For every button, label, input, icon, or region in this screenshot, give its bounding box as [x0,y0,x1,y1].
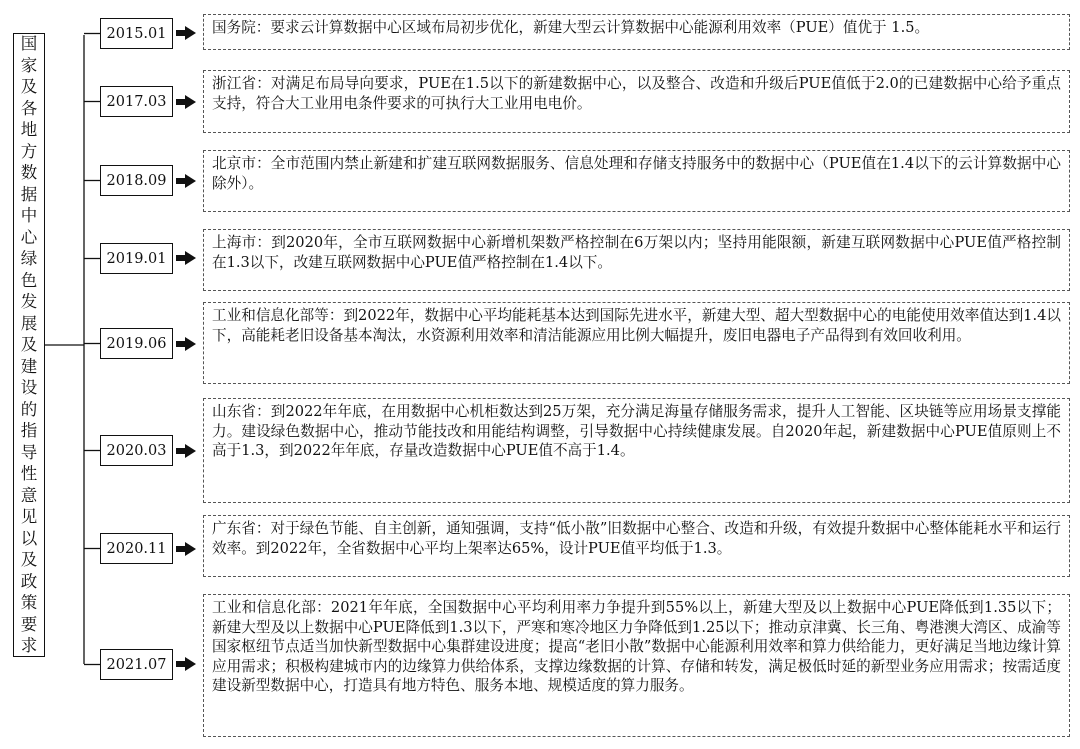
date-box-2019-01: 2019.01 [100,243,173,274]
policy-text-box: 广东省：对于绿色节能、自主创新，通知强调，支持“低小散”旧数据中心整合、改造和升级，有效提升数据中心整体能耗水平和运行效率。到2022年，全省数据中心平均上架率达65%，设计PUE值平均低于1.3。 [203,515,1070,577]
policy-text-box: 国务院：要求云计算数据中心区域布局初步优化，新建大型云计算数据中心能源利用效率（PUE）值优于 1.5。 [203,14,1070,50]
policy-text-box: 工业和信息化部等：到2022年，数据中心平均能耗基本达到国际先进水平，新建大型、超大型数据中心的电能使用效率值达到1.4以下，高能耗老旧设备基本淘汰，水资源利用效率和清洁能源应用比例大幅提升，废旧电器电子产品得到有效回收利用。 [203,302,1070,384]
right-arrow-icon [176,26,198,40]
policy-text-box: 北京市：全市范围内禁止新建和扩建互联网数据服务、信息处理和存储支持服务中的数据中心（PUE值在1.4以下的云计算数据中心除外）。 [203,150,1070,212]
date-box-2020-11: 2020.11 [100,533,173,564]
right-arrow-icon [176,251,198,265]
date-box-2018-09: 2018.09 [100,165,173,196]
date-box-2015-01: 2015.01 [100,18,173,49]
right-arrow-icon [176,95,198,109]
side-title-box [13,33,45,657]
date-box-2019-06: 2019.06 [100,328,173,359]
right-arrow-icon [176,444,198,458]
right-arrow-icon [176,657,198,671]
date-box-2020-03: 2020.03 [100,435,173,466]
date-box-2021-07: 2021.07 [100,649,173,680]
policy-text-box: 浙江省：对满足布局导向要求，PUE在1.5以下的新建数据中心，以及整合、改造和升级后PUE值低于2.0的已建数据中心给予重点支持，符合大工业用电条件要求的可执行大工业用电电价。 [203,70,1070,133]
right-arrow-icon [176,174,198,188]
right-arrow-icon [176,337,198,351]
right-arrow-icon [176,542,198,556]
policy-text-box: 山东省：到2022年年底，在用数据中心机柜数达到25万架，充分满足海量存储服务需求，提升人工智能、区块链等应用场景支撑能力。建设绿色数据中心，推动节能技改和用能结构调整，引导数据中心持续健康发展。自2020年起，新建数据中心PUE值原则上不高于1.3，到2022年年底，存量改造数据中心PUE值不高于1.4。 [203,398,1070,503]
policy-text-box: 上海市：到2020年，全市互联网数据中心新增机架数严格控制在6万架以内；坚持用能限额，新建互联网数据中心PUE值严格控制在1.3以下，改建互联网数据中心PUE值严格控制在1.4以下。 [203,229,1070,291]
policy-text-box: 工业和信息化部：2021年年底，全国数据中心平均利用率力争提升到55%以上，新建大型及以上数据中心PUE降低到1.35以下；新建大型及以上数据中心PUE降低到1.3以下，严寒和寒冷地区力争降低到1.25以下；推动京津冀、长三角、粤港澳大湾区、成渝等国家枢纽节点适当加快新型数据中心集群建设进度；提高“老旧小散”数据中心能源利用效率和算力供给能力，更好满足当地边缘计算应用需求；积极构建城市内的边缘算力供给体系，支撑边缘数据的计算、存储和转发，满足极低时延的新型业务应用需求；按需适度建设新型数据中心，打造具有地方特色、服务本地、规模适度的算力服务。 [203,594,1070,737]
date-box-2017-03: 2017.03 [100,86,173,117]
side-title: 国家及各地方数据中心绿色发展及建设的指导性意见以及政策要求 [20,34,38,656]
